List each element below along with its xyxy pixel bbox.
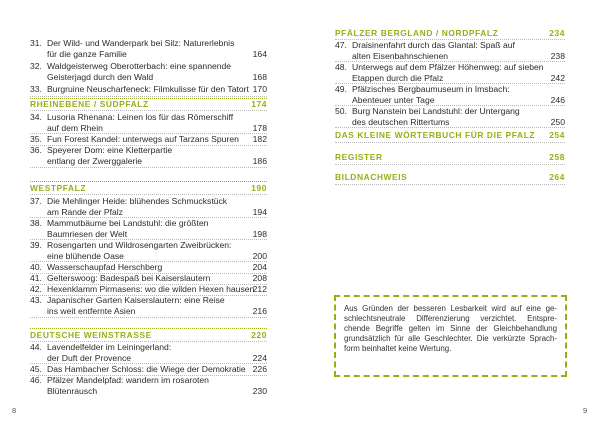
entry-title: Gelterswoog: Badespaß bei Kaiserslautern [47, 273, 211, 283]
entry-page: 194 [252, 206, 267, 217]
entry-number: 46. [30, 375, 42, 385]
divider [335, 127, 565, 128]
section-top-rule [30, 181, 267, 182]
entry-title: Draisinenfahrt durch das Glantal: Spaß auf [352, 40, 515, 50]
section-heading-rheinebene[interactable]: RHEINEBENE / SÜDPFALZ 174 [30, 99, 267, 109]
entry-page: 226 [252, 364, 267, 374]
entry-number: 44. [30, 342, 42, 352]
entry-title: Fun Forest Kandel: unterwegs auf Tarzans Spuren [47, 134, 239, 144]
entry-page: 216 [252, 305, 267, 316]
entry-title: Burgruine Neuscharfeneck: Filmkulisse für den Tatort [47, 84, 249, 94]
divider [30, 96, 267, 97]
divider [30, 167, 267, 168]
page-number: 8 [12, 406, 17, 415]
section-page: 190 [251, 183, 267, 193]
divider [30, 110, 267, 111]
entry-number: 50. [335, 106, 347, 116]
entry-number: 31. [30, 38, 42, 48]
section-page: 220 [251, 330, 267, 340]
note-line: schlechtsneutrale Differenzierung verzichtet. Entspre- [344, 314, 557, 323]
section-heading-bildnachweis[interactable]: BILDNACHWEIS 264 [335, 172, 565, 182]
entry-title: Waldgeisterweg Oberotterbach: eine spannende [47, 61, 232, 71]
entry-number: 48. [335, 62, 347, 72]
entry-number: 49. [335, 84, 347, 94]
section-heading-weinstrasse[interactable]: DEUTSCHE WEINSTRASSE 220 [30, 330, 267, 340]
entry-title: Burg Nanstein bei Landstuhl: der Untergang [352, 106, 520, 116]
entry-number: 43. [30, 295, 42, 305]
entry-page: 242 [550, 72, 565, 83]
entry-title-cont: eine blühende Oase [47, 250, 124, 261]
entry-title-cont: Baumriesen der Welt [47, 228, 128, 239]
entry-page: 182 [252, 134, 267, 144]
entry-page: 200 [252, 250, 267, 261]
entry-page: 246 [550, 94, 565, 105]
section-page: 174 [251, 99, 267, 109]
entry-page: 230 [252, 385, 267, 396]
entry-title-cont: für die ganze Familie [47, 48, 127, 59]
entry-title: Pfälzisches Bergbaumuseum in Imsbach: [352, 84, 510, 94]
entry-title-cont: Etappen durch die Pfalz [352, 72, 444, 83]
section-heading-westpfalz[interactable]: WESTPFALZ 190 [30, 183, 267, 193]
entry-title-cont: ins weit entfernte Asien [47, 305, 136, 316]
entry-number: 38. [30, 218, 42, 228]
entry-number: 33. [30, 84, 42, 94]
entry-number: 35. [30, 134, 42, 144]
entry-page: 250 [550, 116, 565, 127]
section-heading-woerterbuch[interactable]: DAS KLEINE WÖRTERBUCH FÜR DIE PFALZ 254 [335, 130, 565, 140]
divider [335, 164, 565, 165]
entry-page: 204 [252, 262, 267, 272]
entry-number: 45. [30, 364, 42, 374]
entry-number: 36. [30, 145, 42, 155]
entry-title: Speyerer Dom: eine Kletterpartie [47, 145, 173, 155]
entry-number: 32. [30, 61, 42, 71]
section-top-rule [30, 328, 267, 329]
entry-title: Japanischer Garten Kaiserslautern: eine Reise [47, 295, 225, 305]
entry-title: Die Mehlinger Heide: blühendes Schmuckstück [47, 196, 228, 206]
entry-title-cont: entlang der Zwerggalerie [47, 155, 143, 166]
page-number: 9 [583, 406, 588, 415]
entry-title: Der Wild- und Wanderpark bei Silz: Naturerlebnis [47, 38, 235, 48]
entry-title: Hexenklamm Pirmasens: wo die wilden Hexen hausen [47, 284, 255, 294]
entry-title: Rosengarten und Wildrosengarten Zweibrücken: [47, 240, 232, 250]
entry-number: 41. [30, 273, 42, 283]
entry-title: Mammutbäume bei Landstuhl: die größten [47, 218, 209, 228]
entry-title-cont: Blütenrausch [47, 385, 98, 396]
entry-page: 170 [252, 84, 267, 94]
entry-page: 238 [550, 50, 565, 61]
entry-title: Unterwegs auf dem Pfälzer Höhenweg: auf sieben [352, 62, 544, 72]
note-line: chende Begriffe gelten im Sinne der Gleichbehandlung [344, 324, 557, 333]
entry-title-cont: Abenteuer unter Tage [352, 94, 435, 105]
entry-number: 34. [30, 112, 42, 122]
entry-title-cont: Geisterjagd durch den Wald [47, 71, 154, 82]
divider [335, 184, 565, 185]
entry-title: Lusoria Rhenana: Leinen los für das Römerschiff [47, 112, 234, 122]
section-page: 258 [549, 152, 565, 162]
entry-title-cont: der Duft der Provence [47, 352, 132, 363]
entry-number: 42. [30, 284, 42, 294]
divider [30, 317, 267, 318]
divider [30, 194, 267, 195]
entry-title: Wasserschaupfad Herschberg [47, 262, 163, 272]
section-page: 264 [549, 172, 565, 182]
entry-title-cont: auf dem Rhein [47, 122, 103, 133]
section-page: 234 [549, 28, 565, 38]
entry-title-cont: des deutschen Rittertums [352, 116, 450, 127]
entry-page: 168 [252, 71, 267, 82]
divider [335, 142, 565, 143]
entry-page: 212 [252, 284, 267, 294]
entry-number: 47. [335, 40, 347, 50]
entry-title-cont: am Rande der Pfalz [47, 206, 123, 217]
section-heading-register[interactable]: REGISTER 258 [335, 152, 565, 162]
entry-page: 224 [252, 352, 267, 363]
entry-page: 178 [252, 122, 267, 133]
section-page: 254 [549, 130, 565, 140]
entry-number: 39. [30, 240, 42, 250]
section-heading-bergland[interactable]: PFÄLZER BERGLAND / NORDPFALZ 234 [335, 28, 565, 38]
entry-title: Das Hambacher Schloss: die Wiege der Demokratie [47, 364, 246, 374]
entry-title-cont: alten Eisenbahnschienen [352, 50, 449, 61]
entry-page: 186 [252, 155, 267, 166]
note-line: form beinhaltet keine Wertung. [344, 344, 452, 353]
entry-page: 198 [252, 228, 267, 239]
entry-number: 40. [30, 262, 42, 272]
note-line: Aus Gründen der besseren Lesbarkeit wird auf eine ge- [344, 304, 557, 313]
entry-number: 37. [30, 196, 42, 206]
entry-title: Pfälzer Mandelpfad: wandern im rosaroten [47, 375, 209, 385]
note-line: grundsätzlich für alle Geschlechter. Die verkürzte Sprach- [344, 334, 557, 343]
entry-page: 208 [252, 273, 267, 283]
entry-title: Lavendelfelder im Leiningerland: [47, 342, 172, 352]
entry-page: 164 [252, 48, 267, 59]
gender-note-box [334, 295, 567, 377]
